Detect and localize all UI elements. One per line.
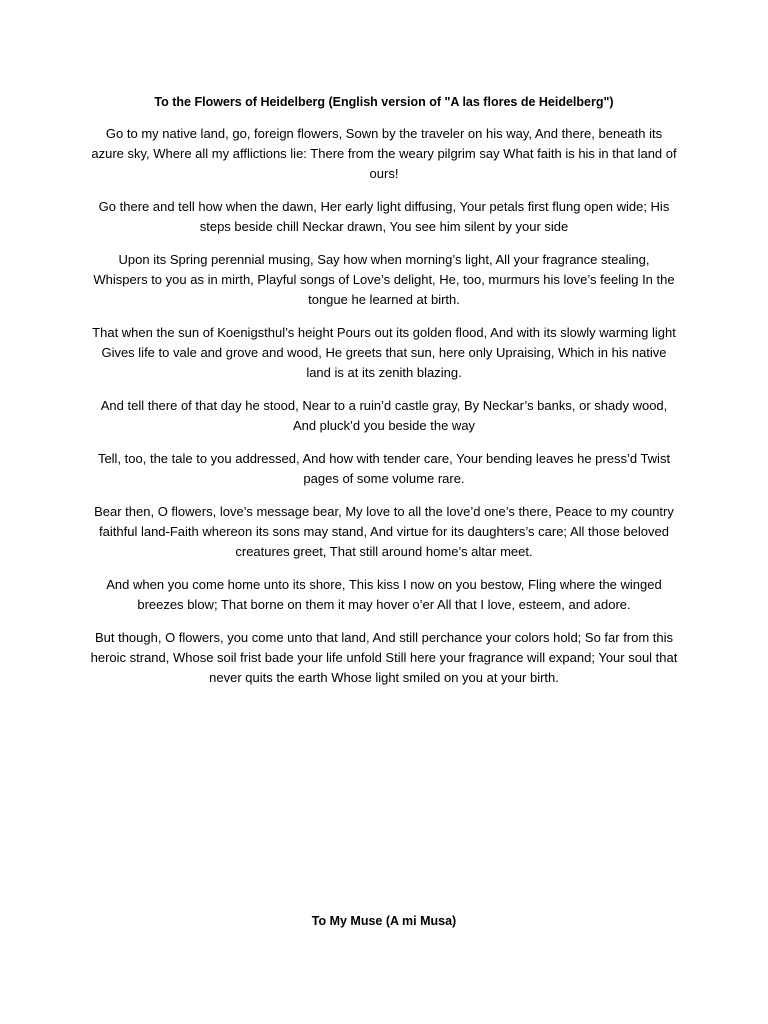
stanza-6: Tell, too, the tale to you addressed, And how with tender care, Your bending leaves he press’d Twist pages of some volume rare. <box>97 451 671 486</box>
stanza-4: That when the sun of Koenigsthul’s height Pours out its golden flood, And with its slowly warming light Gives life to vale and grove and wood, He greets that sun, here only Upraising, Which in his native land is at its zenith blazing. <box>92 325 676 380</box>
stanza-3: Upon its Spring perennial musing, Say how when morning’s light, All your fragrance stealing, Whispers to you as in mirth, Playful songs of Love’s delight, He, too, murmurs his love’s feeling In the tongue he learned at birth. <box>93 252 675 307</box>
next-poem-title: To My Muse (A mi Musa) <box>311 914 457 928</box>
stanza-5: And tell there of that day he stood, Near to a ruin’d castle gray, By Neckar’s banks, or shady wood, And pluck’d you beside the way <box>100 398 668 433</box>
stanza-7: Bear then, O flowers, love’s message bear, My love to all the love’d one’s there, Peace to my country faithful land-Faith whereon its sons may stand, And virtue for its daughters’s care; All those beloved creatures greet, That still around home’s altar meet. <box>94 504 674 559</box>
poem-section <box>90 92 678 701</box>
stanza-2: Go there and tell how when the dawn, Her early light diffusing, Your petals first flung open wide; His steps beside chill Neckar drawn, You see him silent by your side <box>98 199 670 234</box>
stanza-1: Go to my native land, go, foreign flowers, Sown by the traveler on his way, And there, beneath its azure sky, Where all my afflictions lie: There from the weary pilgrim say What faith is his in that land of ours! <box>91 126 677 181</box>
stanza-8: And when you come home unto its shore, This kiss I now on you bestow, Fling where the winged breezes blow; That borne on them it may hover o’er All that I love, esteem, and adore. <box>106 577 662 612</box>
poem-title: To the Flowers of Heidelberg (English version of "A las flores de Heidelberg") <box>154 95 614 109</box>
stanza-9: But though, O flowers, you come unto that land, And still perchance your colors hold; So far from this heroic strand, Whose soil frist bade your life unfold Still here your fragrance will expand; Your soul that never quits the earth Whose light smiled on you at your birth. <box>90 630 678 685</box>
